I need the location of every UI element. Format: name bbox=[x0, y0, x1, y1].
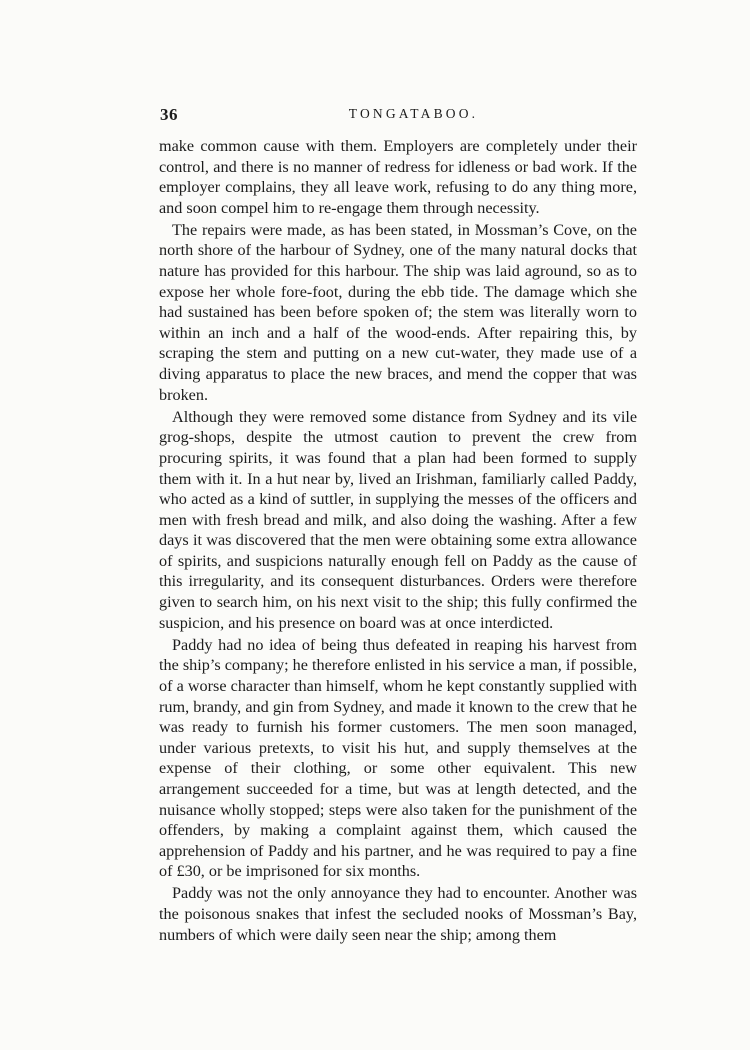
paragraph-grog-shops: Although they were removed some distance from Sydney and its vile grog-shops, despite the utmost caution to prevent the crew from procuring spirits, it was found that a plan had been formed to supply them with it. In a hut near by, lived an Irishman, familiarly called Paddy, who acted as a kind of suttler, in supplying the messes of the officers and men with fresh bread and milk, and also doing the washing. After a few days it was discovered that the men were obtaining some extra allowance of spirits, and suspicions naturally enough fell on Paddy as the cause of this irregularity, and its consequent disturbances. Orders were therefore given to search him, on his next visit to the ship; this fully confirmed the suspicion, and his presence on board was at once interdicted. bbox=[159, 407, 637, 632]
paragraph-paddy-harvest: Paddy had no idea of being thus defeated in reaping his harvest from the ship’s company; he therefore enlisted in his service a man, if possible, of a worse character than himself, whom he kept constantly supplied with rum, brandy, and gin from Sydney, and made it known to the crew that he was ready to furnish his former customers. The men soon managed, under various pretexts, to visit his hut, and supply themselves at the expense of their clothing, or some other equivalent. This new arrangement succeeded for a time, but was at length detected, and the nuisance wholly stopped; steps were also taken for the punishment of the offenders, by making a complaint against them, which caused the apprehension of Paddy and his partner, and he was required to pay a fine of £30, or be imprisoned for six months. bbox=[159, 635, 637, 881]
running-head: TONGATABOO. bbox=[348, 106, 479, 121]
paragraph-continued: make common cause with them. Employers are completely under their control, and there is no manner of redress for idleness or bad work. If the employer complains, they all leave work, refusing to do any thing more, and soon compel him to re-engage them through necessity. bbox=[159, 137, 637, 217]
page-number: 36 bbox=[160, 105, 178, 124]
paragraph-snakes: Paddy was not the only annoyance they had to encounter. Another was the poisonous snakes that infest the secluded nooks of Mossman’s Bay, numbers of which were daily seen near the ship; among them bbox=[159, 884, 637, 944]
page-header bbox=[160, 103, 637, 129]
body-text bbox=[159, 136, 637, 945]
paragraph-repairs: The repairs were made, as has been stated, in Mossman’s Cove, on the north shore of the harbour of Sydney, one of the many natural docks that nature has provided for this harbour. The ship was laid aground, so as to expose her whole fore-foot, during the ebb tide. The damage which she had sustained has been before spoken of; the stem was literally worn to within an inch and a half of the wood-ends. After repairing this, by scraping the stem and putting on a new cut-water, they made use of a diving apparatus to place the new braces, and mend the copper that was broken. bbox=[159, 220, 637, 404]
